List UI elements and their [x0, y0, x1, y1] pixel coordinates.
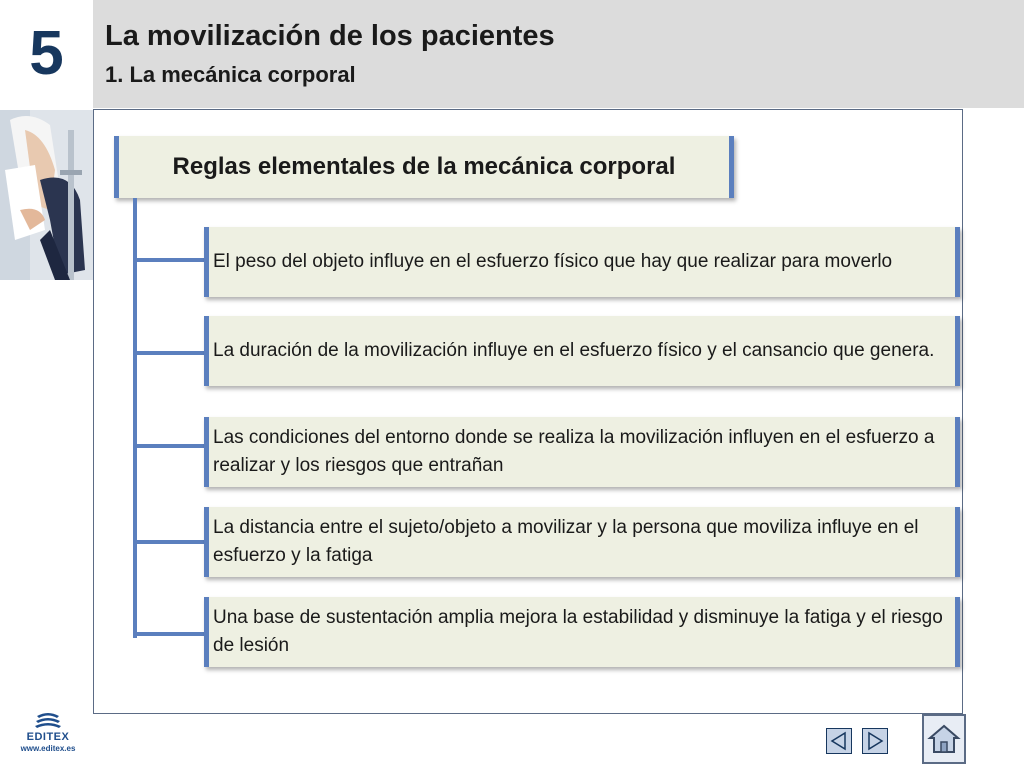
logo-url: www.editex.es [20, 744, 76, 753]
previous-button[interactable] [826, 728, 852, 754]
home-button[interactable] [922, 714, 966, 764]
next-button[interactable] [862, 728, 888, 754]
rule-card [204, 316, 960, 386]
diagram-branch-line [133, 540, 207, 544]
chapter-number: 5 [29, 19, 64, 88]
rule-card [204, 597, 960, 667]
rules-heading: Reglas elementales de la mecánica corporal [114, 136, 734, 198]
rule-text: La distancia entre el sujeto/objeto a movilizar y la persona que moviliza influye en el esfuerzo y la fatiga [213, 517, 919, 566]
chapter-box [0, 0, 93, 108]
diagram-branch-line [133, 444, 207, 448]
previous-arrow-icon [829, 731, 849, 751]
diagram-branch-line [133, 632, 207, 636]
diagram-branch-line [133, 351, 207, 355]
rule-card [204, 227, 960, 297]
diagram-branch-line [133, 258, 207, 262]
rule-card [204, 417, 960, 487]
rule-text: El peso del objeto influye en el esfuerzo físico que hay que realizar para moverlo [213, 251, 893, 272]
slide-header [0, 0, 1024, 108]
editex-logo-icon [33, 712, 63, 730]
logo-name: EDITEX [26, 731, 70, 743]
rule-text: Una base de sustentación amplia mejora la estabilidad y disminuye la fatiga y el riesgo de lesión [213, 607, 943, 656]
page-title: La movilización de los pacientes [105, 20, 555, 52]
editex-logo [18, 712, 78, 762]
rule-text: Las condiciones del entorno donde se realiza la movilización influyen en el esfuerzo a realizar y los riesgos que entrañan [213, 427, 935, 476]
caregiver-illustration [0, 110, 93, 280]
page-subtitle: 1. La mecánica corporal [105, 62, 356, 87]
next-arrow-icon [865, 731, 885, 751]
title-band [93, 0, 1024, 108]
rule-text: La duración de la movilización influye en el esfuerzo físico y el cansancio que genera. [213, 340, 935, 361]
home-icon [927, 722, 961, 756]
diagram-trunk-line [133, 198, 137, 638]
caregiver-photo [0, 110, 93, 280]
rule-card [204, 507, 960, 577]
